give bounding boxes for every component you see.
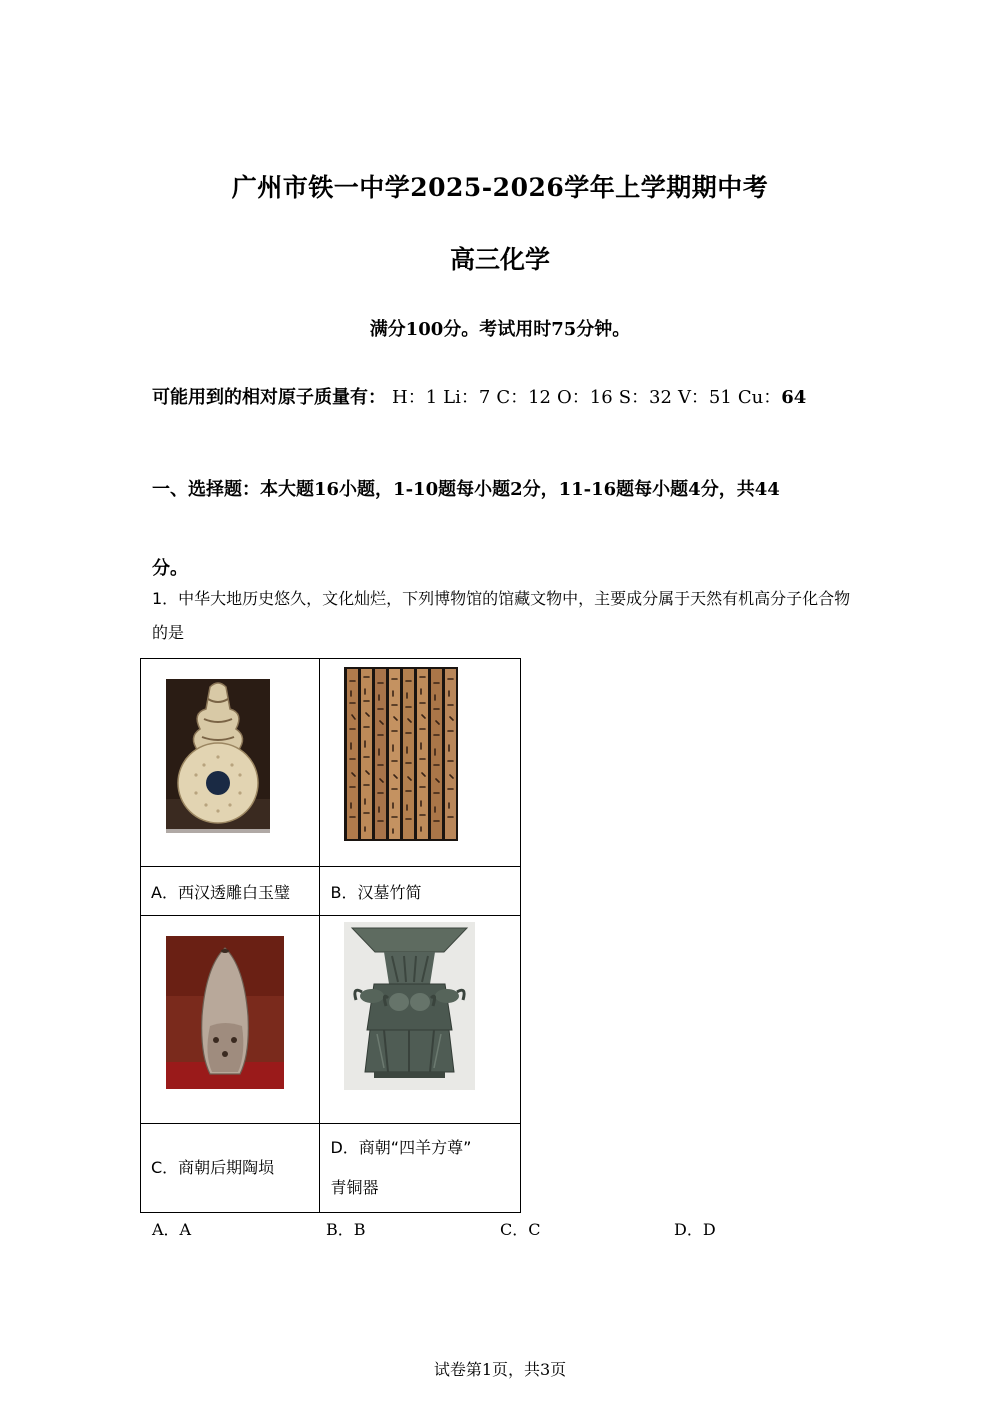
atomic-mass-label: 可能用到的相对原子质量有： bbox=[152, 387, 386, 408]
section-heading-line1: 一、选择题：本大题16小题，1-10题每小题2分，11-16题每小题4分，共44 bbox=[152, 479, 780, 500]
artifact-d-label-line2: 青铜器 bbox=[330, 1178, 379, 1197]
artifact-d-image-cell bbox=[320, 916, 521, 1124]
atomic-mass-h: H：1 bbox=[392, 387, 438, 408]
artifact-d-label-line1: D．商朝“四羊方尊” bbox=[330, 1138, 472, 1157]
atomic-mass-v: V：51 bbox=[677, 387, 732, 408]
atomic-mass-li: Li：7 bbox=[443, 387, 491, 408]
four-ram-square-zun-image bbox=[344, 922, 475, 1090]
choice-a[interactable]: A．A bbox=[152, 1220, 192, 1239]
exam-title: 广州市铁一中学2025-2026学年上学期期中考 bbox=[231, 173, 769, 202]
score-info: 满分100分。考试用时75分钟。 bbox=[369, 319, 631, 340]
choice-d[interactable]: D．D bbox=[674, 1220, 716, 1239]
exam-subtitle: 高三化学 bbox=[449, 245, 550, 274]
page-footer: 试卷第1页，共3页 bbox=[433, 1360, 567, 1379]
section-heading-line2: 分。 bbox=[152, 558, 188, 579]
jade-bi-disc-image bbox=[166, 679, 270, 833]
artifact-a-image-cell bbox=[141, 659, 320, 867]
artifact-b-image-cell bbox=[320, 659, 521, 867]
atomic-mass-cu: Cu： bbox=[737, 387, 782, 408]
artifact-b-label: B．汉墓竹简 bbox=[320, 867, 521, 916]
artifact-table bbox=[140, 658, 521, 1213]
artifact-d-label bbox=[320, 1124, 521, 1213]
choice-c[interactable]: C．C bbox=[500, 1220, 541, 1239]
artifact-c-image-cell bbox=[141, 916, 320, 1124]
atomic-mass-s: S：32 bbox=[618, 387, 672, 408]
atomic-mass-cu-value: 64 bbox=[781, 387, 807, 408]
artifact-a-label: A．西汉透雕白玉璧 bbox=[141, 867, 320, 916]
atomic-mass-line bbox=[152, 383, 872, 409]
question-1-stem: 1．中华大地历史悠久，文化灿烂，下列博物馆的馆藏文物中，主要成分属于天然有机高分子化合物的是 bbox=[152, 589, 851, 642]
atomic-mass-c: C：12 bbox=[496, 387, 552, 408]
choice-b[interactable]: B．B bbox=[326, 1220, 366, 1239]
bamboo-slips-image bbox=[344, 667, 458, 841]
pottery-xun-image bbox=[166, 936, 284, 1089]
atomic-mass-o: O：16 bbox=[557, 387, 613, 408]
artifact-c-label: C．商朝后期陶埙 bbox=[141, 1124, 320, 1213]
